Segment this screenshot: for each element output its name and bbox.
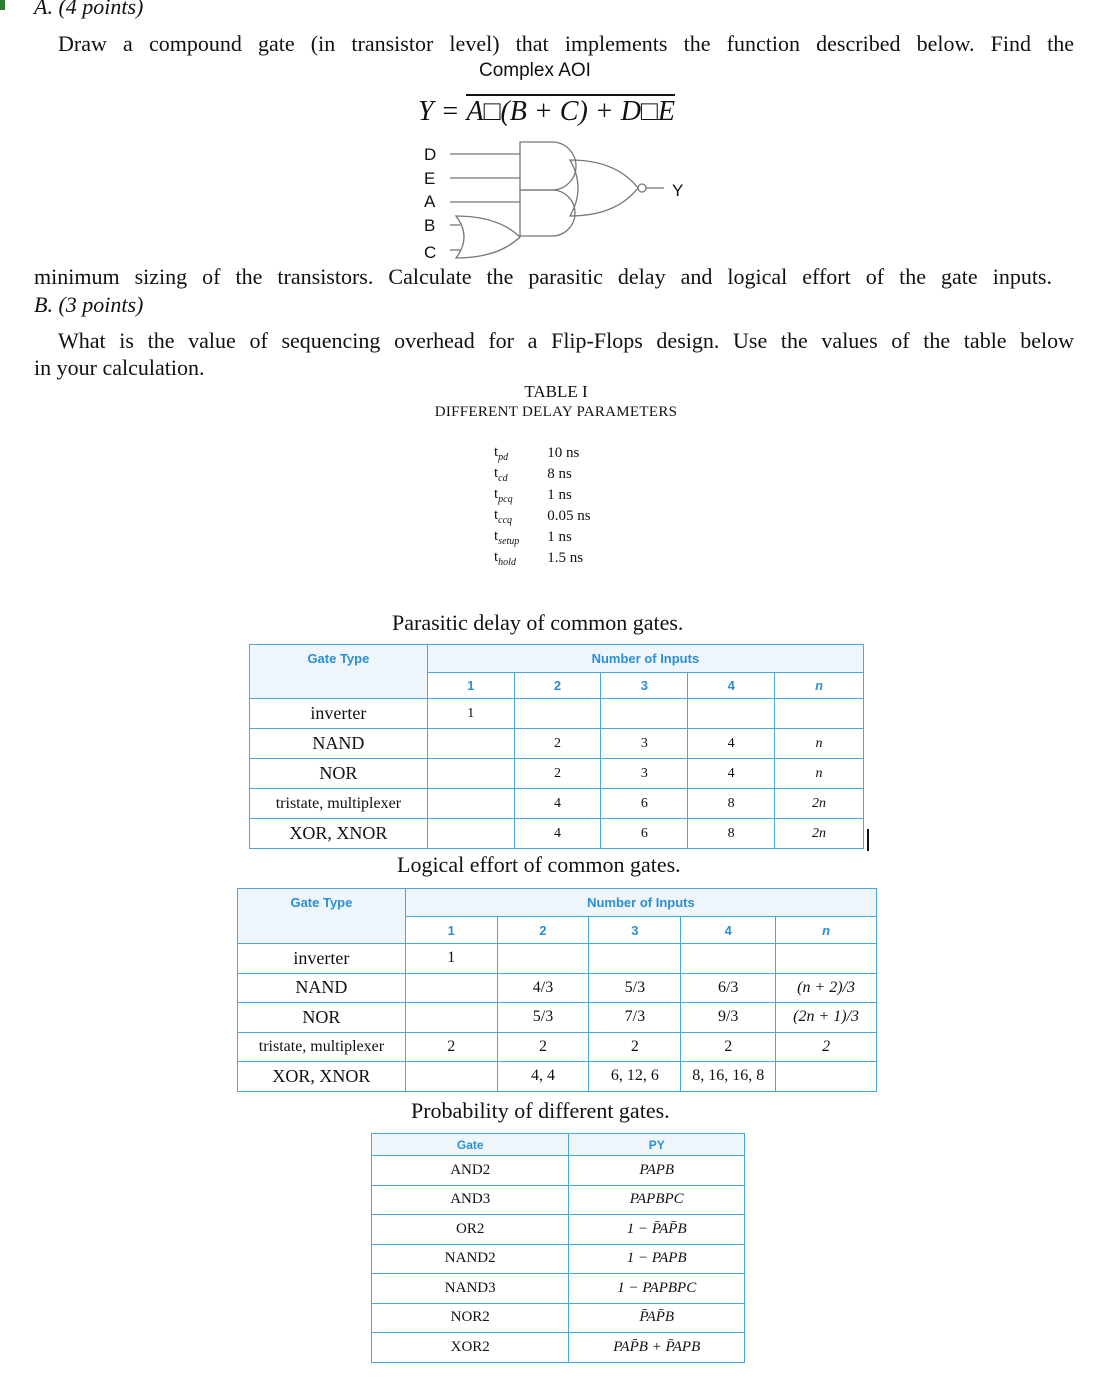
section-a-question-line1: Draw a compound gate (in transistor level) that implements the function described below. Find the [58, 31, 1074, 56]
delay-row [490, 464, 595, 485]
probability-caption: Probability of different gates. [411, 1098, 670, 1123]
param-symbol: t [494, 465, 499, 481]
input-label-c: C [424, 243, 437, 262]
output-bubble [638, 184, 646, 192]
table-cell: 2 [514, 759, 601, 789]
prob-py: P̄AP̄B [569, 1303, 745, 1333]
delay-row [490, 548, 595, 569]
table-cell: 4 [514, 789, 601, 819]
table-row [372, 1156, 745, 1186]
output-label-y: Y [672, 181, 684, 200]
param-symbol: t [494, 444, 499, 460]
text-cursor [867, 829, 869, 851]
table-row [250, 819, 864, 849]
table-cell: 2 [776, 1032, 877, 1062]
table-cell: 3 [601, 759, 688, 789]
table-cell [589, 944, 681, 974]
probability-table [371, 1133, 745, 1363]
delay-param [490, 443, 543, 464]
prob-py: 1 − P̄AP̄B [569, 1215, 745, 1245]
table-cell [776, 944, 877, 974]
table-cell: 2n [775, 819, 864, 849]
param-subscript: ccq [498, 515, 513, 526]
table-row [250, 789, 864, 819]
delay-param [490, 464, 543, 485]
prob-gate: AND3 [372, 1185, 569, 1215]
table-cell [405, 973, 497, 1003]
table-row [250, 699, 864, 729]
input-label-d: D [424, 145, 437, 164]
table-cell [427, 819, 514, 849]
param-symbol: t [494, 528, 499, 544]
prob-gate: AND2 [372, 1156, 569, 1186]
table-row [372, 1274, 745, 1304]
section-b-question-line1: What is the value of sequencing overhead for a Flip-Flops design. Use the values of the table below [58, 328, 1074, 353]
logical-col-header: 2 [497, 917, 589, 944]
logical-col-header: 3 [589, 917, 681, 944]
logical-col-header: 1 [405, 917, 497, 944]
table-row [238, 944, 877, 974]
table-row [238, 1003, 877, 1033]
table-cell: 1 [427, 699, 514, 729]
table-cell: 2 [405, 1032, 497, 1062]
delay-row [490, 485, 595, 506]
gate-name: tristate, multiplexer [250, 789, 428, 819]
table-cell: 4/3 [497, 973, 589, 1003]
logical-col-header: 4 [681, 917, 776, 944]
param-symbol: t [494, 549, 499, 565]
gate-name: tristate, multiplexer [238, 1032, 406, 1062]
logical-col-header: n [776, 917, 877, 944]
table1-title: TABLE I [524, 382, 588, 401]
delay-row [490, 506, 595, 527]
table-cell [688, 699, 775, 729]
equation [418, 94, 675, 128]
figure-title: Complex AOI [479, 60, 591, 81]
prob-py: PAPBPC [569, 1185, 745, 1215]
probability-gate-header: Gate [372, 1134, 569, 1156]
input-label-e: E [424, 169, 436, 188]
prob-py: PAPB [569, 1156, 745, 1186]
gate-name: inverter [250, 699, 428, 729]
prob-py: PAP̄B + P̄APB [569, 1333, 745, 1363]
table-cell: 2 [497, 1032, 589, 1062]
table-cell: 2n [775, 789, 864, 819]
parasitic-caption: Parasitic delay of common gates. [392, 610, 684, 635]
logical-caption: Logical effort of common gates. [397, 852, 681, 877]
parasitic-col-header: 1 [427, 673, 514, 699]
delay-value: 8 ns [547, 466, 572, 482]
parasitic-inputs-header: Number of Inputs [427, 645, 863, 673]
table-row [238, 973, 877, 1003]
table-cell [776, 1062, 877, 1092]
table-cell: 4 [514, 819, 601, 849]
section-a-label: A. (4 points) [34, 0, 144, 19]
table-cell: 3 [601, 729, 688, 759]
delay-param [490, 485, 543, 506]
delay-value: 1 ns [547, 487, 572, 503]
parasitic-col-header: 2 [514, 673, 601, 699]
table-row [372, 1244, 745, 1274]
section-a-question-line2: minimum sizing of the transistors. Calculate the parasitic delay and logical effort of the gate inputs. [34, 264, 1052, 289]
prob-gate: NOR2 [372, 1303, 569, 1333]
table-cell: 4 [688, 729, 775, 759]
table-cell: 8 [688, 819, 775, 849]
table-cell: (n + 2)/3 [776, 973, 877, 1003]
gate-name: NAND [238, 973, 406, 1003]
delay-parameters-table [490, 443, 595, 569]
table-row [238, 1062, 877, 1092]
logical-gate-type-header: Gate Type [238, 889, 406, 944]
table-cell [427, 729, 514, 759]
table-row [372, 1215, 745, 1245]
prob-py: 1 − PAPBPC [569, 1274, 745, 1304]
table-cell [681, 944, 776, 974]
table-row [372, 1303, 745, 1333]
gate-name: NOR [238, 1003, 406, 1033]
table-cell: 2 [589, 1032, 681, 1062]
param-subscript: pcq [498, 494, 513, 505]
table-row [250, 729, 864, 759]
table-cell: 5/3 [497, 1003, 589, 1033]
table-cell: 6/3 [681, 973, 776, 1003]
input-label-b: B [424, 216, 436, 235]
delay-value: 1.5 ns [547, 550, 584, 566]
nor-gate-output [570, 160, 638, 216]
prob-gate: NAND2 [372, 1244, 569, 1274]
table-cell [514, 699, 601, 729]
delay-value: 10 ns [547, 445, 580, 461]
parasitic-col-header: 4 [688, 673, 775, 699]
param-subscript: setup [498, 536, 520, 547]
gate-name: XOR, XNOR [238, 1062, 406, 1092]
table-cell: 2 [514, 729, 601, 759]
section-b-label: B. (3 points) [34, 292, 144, 317]
input-label-a: A [424, 192, 436, 211]
logical-inputs-header: Number of Inputs [405, 889, 876, 917]
table-cell: 4 [688, 759, 775, 789]
table-cell: 6 [601, 819, 688, 849]
table-cell: n [775, 729, 864, 759]
prob-gate: OR2 [372, 1215, 569, 1245]
delay-row [490, 527, 595, 548]
gate-name: XOR, XNOR [250, 819, 428, 849]
table-cell: 5/3 [589, 973, 681, 1003]
delay-param [490, 527, 543, 548]
param-subscript: hold [498, 557, 516, 568]
equation-rhs: A□(B + C) + D□E [466, 96, 675, 127]
param-subscript: cd [498, 473, 508, 484]
and-gate-a-or [520, 190, 575, 236]
delay-param [490, 548, 543, 569]
prob-gate: NAND3 [372, 1274, 569, 1304]
section-b-question-line2: in your calculation. [34, 355, 205, 380]
table-cell: 6, 12, 6 [589, 1062, 681, 1092]
table-cell: 2 [681, 1032, 776, 1062]
delay-value: 1 ns [547, 529, 572, 545]
logical-effort-table [237, 888, 877, 1092]
gate-name: NAND [250, 729, 428, 759]
prob-gate: XOR2 [372, 1333, 569, 1363]
table-cell [405, 1062, 497, 1092]
table-row [372, 1185, 745, 1215]
table-cell: 6 [601, 789, 688, 819]
table-cell: 7/3 [589, 1003, 681, 1033]
table-cell: 8, 16, 16, 8 [681, 1062, 776, 1092]
table-cell [775, 699, 864, 729]
delay-param [490, 506, 543, 527]
gate-name: NOR [250, 759, 428, 789]
table-cell: 4, 4 [497, 1062, 589, 1092]
table-cell: 9/3 [681, 1003, 776, 1033]
table-cell: n [775, 759, 864, 789]
param-symbol: t [494, 486, 499, 502]
table-cell [427, 759, 514, 789]
parasitic-col-header: n [775, 673, 864, 699]
table-cell [405, 1003, 497, 1033]
and-gate-de [520, 142, 576, 190]
corner-marker [0, 0, 5, 10]
table-row [250, 759, 864, 789]
parasitic-delay-table [249, 644, 864, 849]
delay-value: 0.05 ns [547, 508, 591, 524]
param-symbol: t [494, 507, 499, 523]
table1-subtitle: DIFFERENT DELAY PARAMETERS [434, 404, 678, 420]
gate-name: inverter [238, 944, 406, 974]
prob-py: 1 − PAPB [569, 1244, 745, 1274]
table-cell [427, 789, 514, 819]
param-subscript: pd [498, 452, 509, 463]
parasitic-col-header: 3 [601, 673, 688, 699]
aoi-gate-diagram [420, 140, 700, 265]
parasitic-gate-type-header: Gate Type [250, 645, 428, 699]
table-cell: (2n + 1)/3 [776, 1003, 877, 1033]
table-row [372, 1333, 745, 1363]
or-gate-bc [456, 216, 520, 258]
table-cell [497, 944, 589, 974]
table-cell: 1 [405, 944, 497, 974]
table-cell: 8 [688, 789, 775, 819]
equation-lhs: Y = [418, 96, 460, 127]
delay-row [490, 443, 595, 464]
table-cell [601, 699, 688, 729]
table-row [238, 1032, 877, 1062]
probability-py-header: PY [569, 1134, 745, 1156]
